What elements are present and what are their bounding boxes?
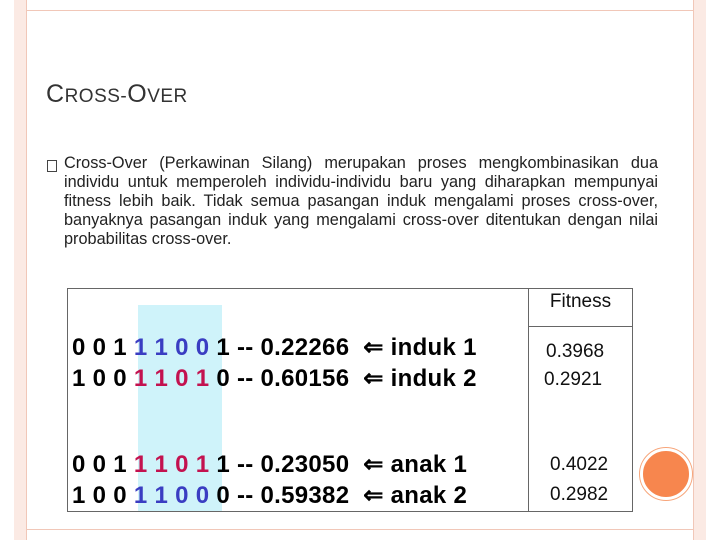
slide-frame-top bbox=[26, 10, 694, 11]
row-suffix: 0 -- 0.60156 ⇐ induk 2 bbox=[209, 365, 477, 392]
chromosome-row-anak-1 bbox=[72, 450, 467, 479]
slide-frame-left bbox=[14, 0, 27, 540]
slide-frame-bottom bbox=[26, 529, 694, 530]
chromosome-row-induk-2 bbox=[72, 364, 477, 393]
chromosome-row-induk-1 bbox=[72, 333, 477, 362]
row-crossover-segment: 1 1 0 0 bbox=[133, 482, 210, 509]
title-initial-o: O bbox=[127, 80, 148, 108]
slide-title bbox=[46, 80, 188, 109]
row-prefix: 1 0 0 bbox=[72, 482, 134, 509]
row-suffix: 1 -- 0.22266 ⇐ induk 1 bbox=[209, 334, 477, 361]
row-crossover-segment: 1 1 0 1 bbox=[133, 365, 210, 392]
crossover-figure bbox=[67, 288, 633, 512]
title-part-1: ROSS- bbox=[64, 86, 128, 107]
row-crossover-segment: 1 1 0 1 bbox=[133, 451, 210, 478]
title-part-2: VER bbox=[147, 86, 188, 107]
row-suffix: 1 -- 0.23050 ⇐ anak 1 bbox=[209, 451, 468, 478]
fitness-value-anak-1: 0.4022 bbox=[550, 454, 609, 475]
body-paragraph: Cross-Over (Perkawinan Silang) merupakan proses mengkombinasikan dua individu untuk memperoleh individu-individu baru yang diharapkan mempunyai fitness lebih baik. Tidak semua pasangan induk mengalami proses cross-over, banyaknya pasangan induk yang mengalami cross-over ditentukan dengan nilai probabilitas cross-over. bbox=[64, 154, 658, 248]
row-crossover-segment: 1 1 0 0 bbox=[133, 334, 210, 361]
fitness-value-anak-2: 0.2982 bbox=[550, 484, 609, 505]
title-initial-c: C bbox=[46, 80, 65, 108]
decorative-circle bbox=[640, 448, 692, 500]
fitness-value-induk-1: 0.3968 bbox=[546, 341, 605, 362]
row-prefix: 0 0 1 bbox=[72, 451, 134, 478]
slide-frame-right bbox=[693, 0, 706, 540]
fitness-value-induk-2: 0.2921 bbox=[544, 369, 603, 390]
bullet-icon bbox=[47, 160, 57, 172]
chromosome-row-anak-2 bbox=[72, 481, 467, 510]
row-prefix: 0 0 1 bbox=[72, 334, 134, 361]
row-suffix: 0 -- 0.59382 ⇐ anak 2 bbox=[209, 482, 468, 509]
row-prefix: 1 0 0 bbox=[72, 365, 134, 392]
fitness-header: Fitness bbox=[528, 288, 633, 327]
